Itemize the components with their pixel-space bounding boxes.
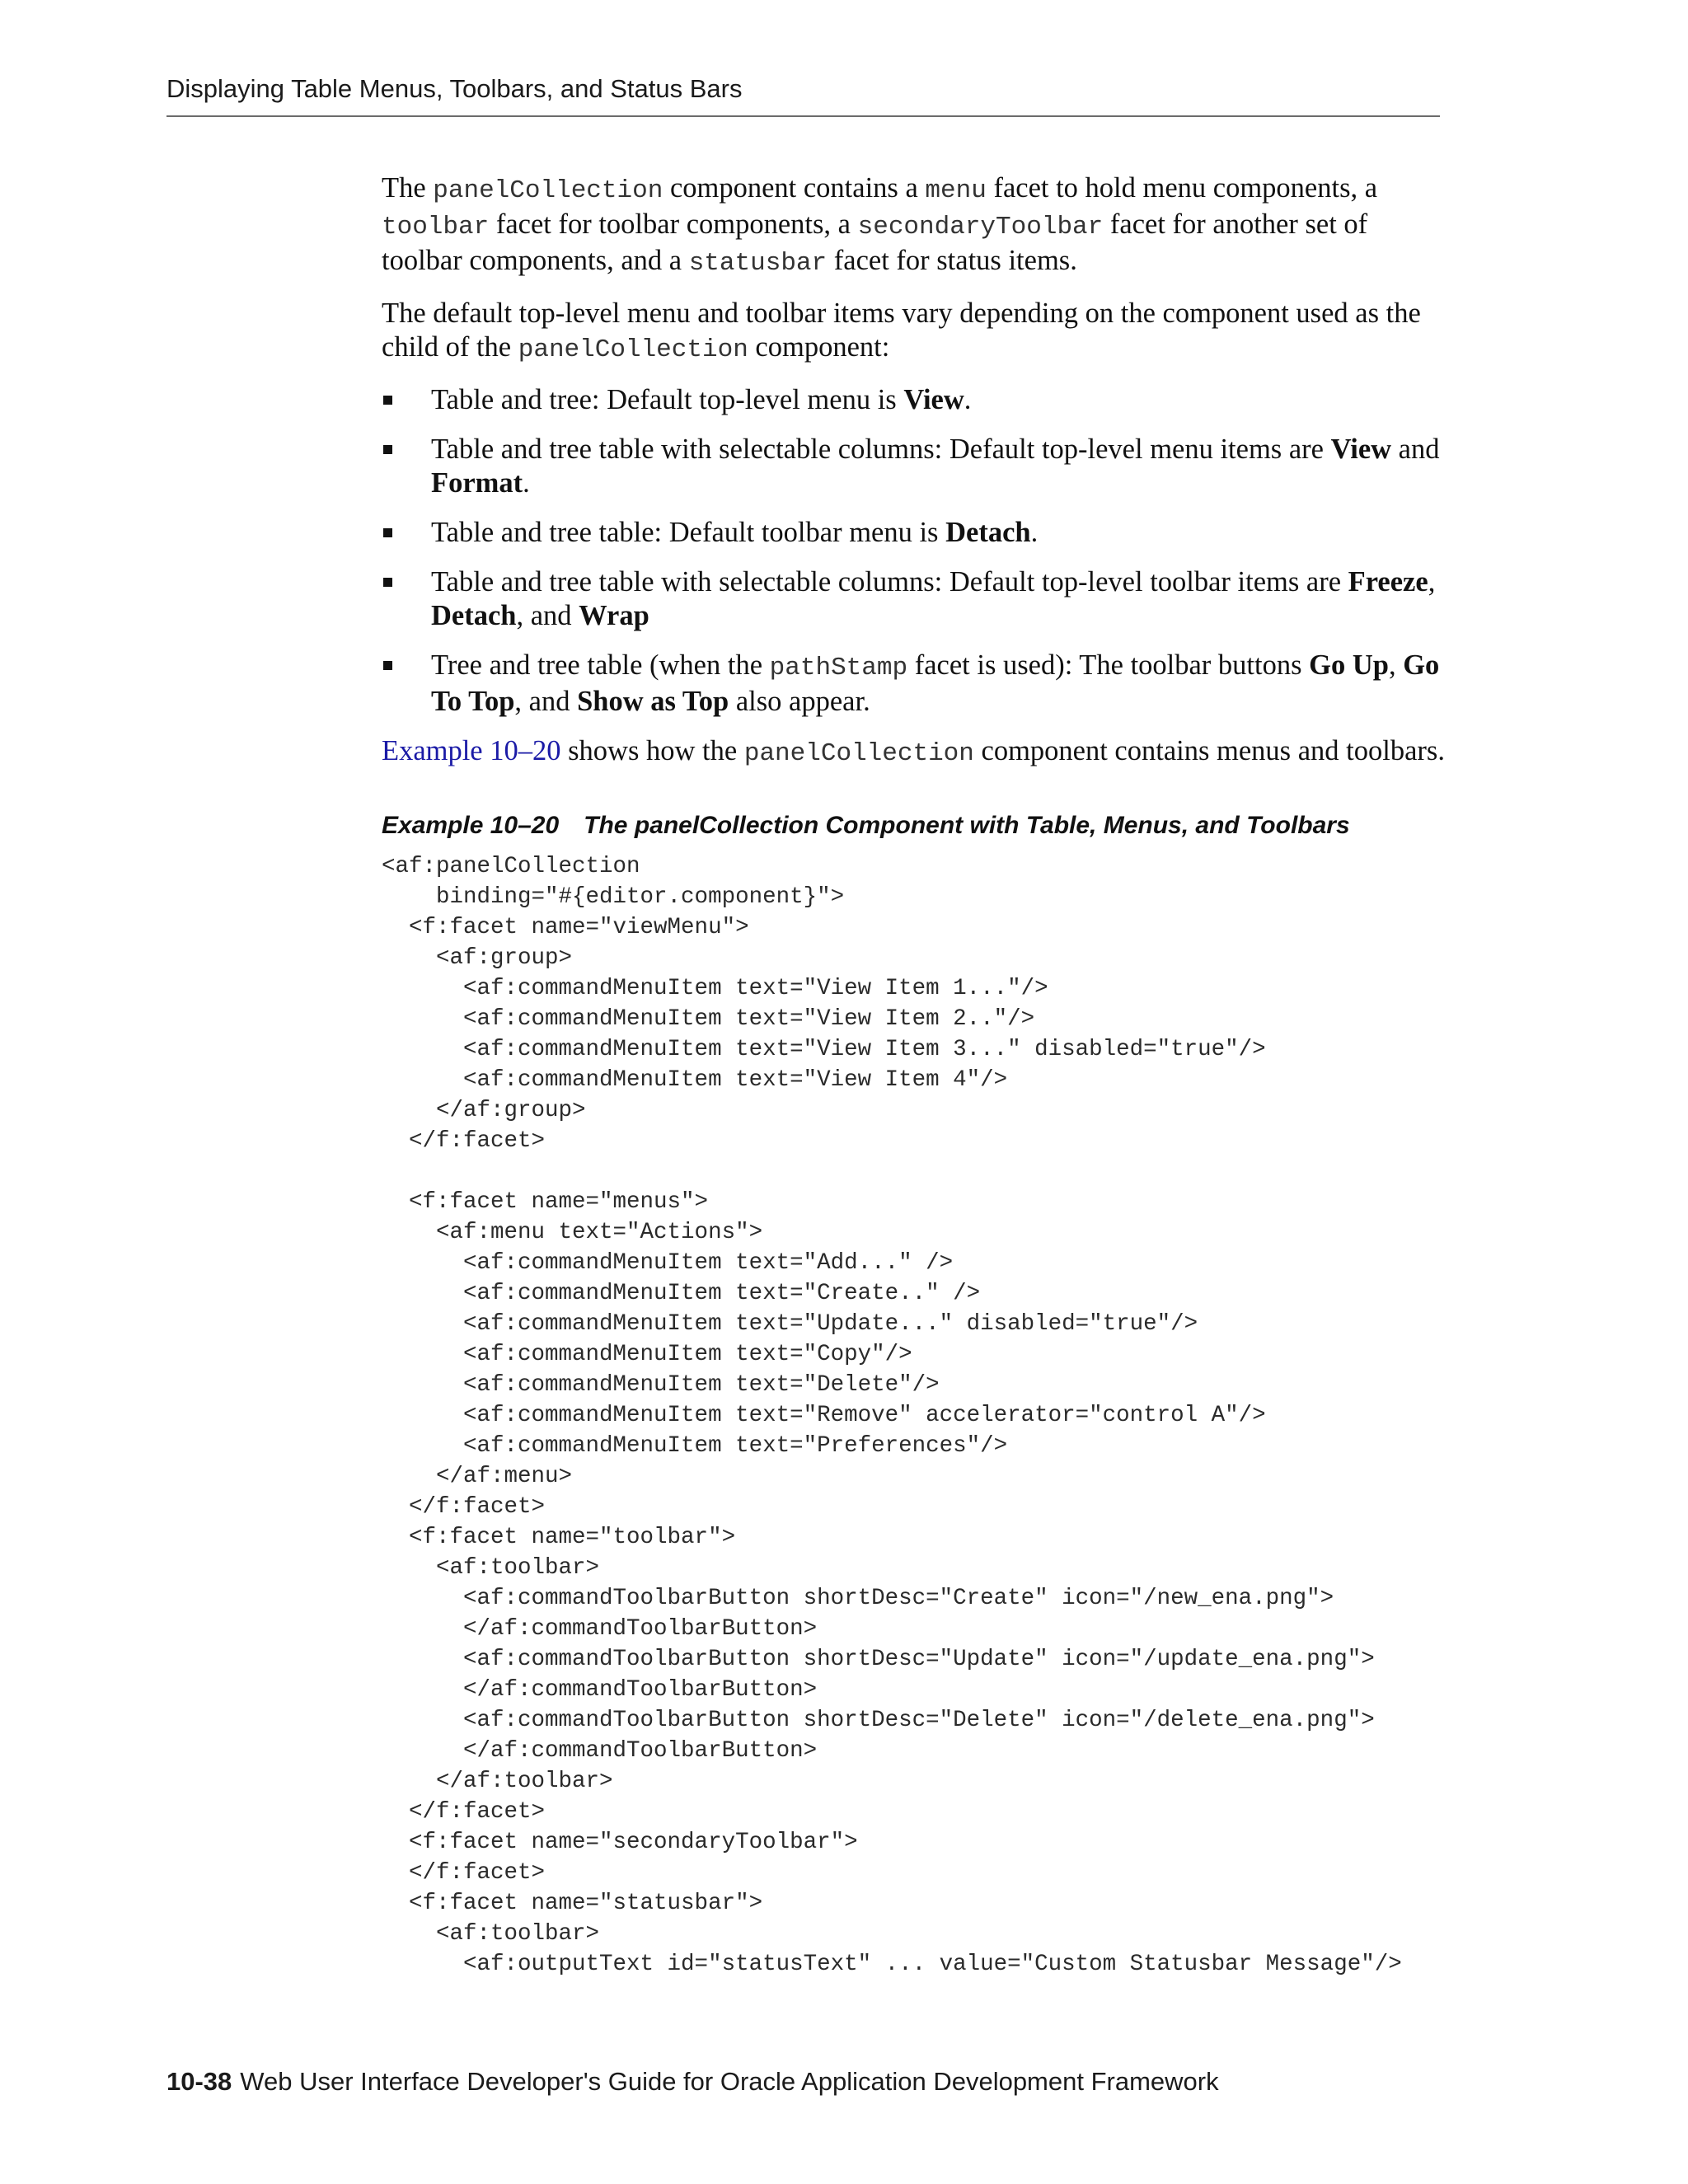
bold-term: View [903, 384, 964, 415]
example-title: The panelCollection Component with Table, Menus, and Toolbars [584, 812, 1350, 839]
bullet-square-icon [383, 528, 392, 537]
header-rule [166, 115, 1440, 117]
text: The default top-level menu and toolbar items vary depending on the component used as the child of the [382, 298, 1421, 363]
text: facet for toolbar components, a [489, 209, 858, 240]
text: component: [748, 331, 890, 363]
text: Table and tree: Default top-level menu is [431, 384, 904, 415]
text: The [382, 172, 434, 204]
bold-term: Go Up [1309, 649, 1389, 681]
code-line: <af:commandMenuItem text="Delete"/> [382, 1372, 940, 1398]
code-line: <f:facet name="secondaryToolbar"> [382, 1830, 858, 1855]
code-line: <af:commandMenuItem text="Update..." disabled="true"/> [382, 1311, 1198, 1337]
code-line: <af:outputText id="statusText" ... value="Custom Statusbar Message"/> [382, 1952, 1402, 1977]
code-line: <af:commandMenuItem text="Remove" accelerator="control A"/> [382, 1403, 1266, 1428]
list-item [382, 649, 1445, 719]
text: , and [516, 600, 579, 631]
text: facet to hold menu components, a [986, 172, 1378, 204]
code-line: <f:facet name="viewMenu"> [382, 915, 749, 940]
defaults-paragraph [382, 297, 1445, 367]
code-term: panelCollection [518, 335, 748, 364]
text: . [964, 384, 972, 415]
running-header: Displaying Table Menus, Toolbars, and Status Bars [166, 74, 743, 103]
code-line: </f:facet> [382, 1799, 546, 1825]
text: facet is used): The toolbar buttons [907, 649, 1310, 681]
text: , and [514, 686, 578, 717]
code-line: </f:facet> [382, 1494, 546, 1520]
defaults-list [382, 383, 1445, 719]
intro-paragraph [382, 171, 1445, 280]
text: . [523, 467, 530, 499]
bold-term: Freeze [1348, 566, 1428, 598]
list-item [382, 433, 1445, 500]
code-line: </af:group> [382, 1098, 586, 1123]
code-term: panelCollection [433, 176, 663, 205]
code-line: <af:menu text="Actions"> [382, 1220, 763, 1245]
page-number: 10-38 [166, 2067, 232, 2096]
text: Table and tree table with selectable columns: Default top-level toolbar items are [431, 566, 1348, 598]
bullet-square-icon [383, 445, 392, 454]
text: , [1388, 649, 1404, 681]
code-term: panelCollection [743, 739, 974, 768]
code-line: <af:commandMenuItem text="Add..." /> [382, 1250, 954, 1276]
code-line: </af:toolbar> [382, 1769, 613, 1794]
text: , [1428, 566, 1436, 598]
bullet-square-icon [383, 396, 392, 405]
page-footer [166, 2067, 1219, 2097]
code-line: <f:facet name="toolbar"> [382, 1525, 736, 1550]
bold-term: View [1330, 434, 1392, 465]
example-link[interactable]: Example 10–20 [382, 735, 561, 766]
code-line: <af:commandMenuItem text="Create.." /> [382, 1281, 981, 1306]
bullet-square-icon [383, 661, 392, 670]
code-line [382, 1156, 1445, 1187]
bold-term: Show as Top [577, 686, 729, 717]
code-line: <af:commandMenuItem text="View Item 2.."/> [382, 1006, 1035, 1032]
text: Tree and tree table (when the [431, 649, 770, 681]
code-line: <af:commandToolbarButton shortDesc="Delete" icon="/delete_ena.png"> [382, 1708, 1375, 1733]
text: component contains a [663, 172, 926, 204]
list-item [382, 516, 1445, 550]
code-term: pathStamp [769, 654, 908, 682]
text: . [1030, 517, 1039, 548]
code-line: <af:commandMenuItem text="Preferences"/> [382, 1433, 1008, 1459]
code-term: secondaryToolbar [857, 213, 1104, 241]
code-line: <af:commandMenuItem text="View Item 3..." disabled="true"/> [382, 1037, 1266, 1062]
code-line: <af:group> [382, 945, 573, 971]
code-line: </f:facet> [382, 1128, 546, 1154]
code-line: <f:facet name="statusbar"> [382, 1891, 763, 1916]
text: also appear. [729, 686, 870, 717]
bold-term: Format [431, 467, 523, 499]
code-line: <af:toolbar> [382, 1921, 600, 1947]
code-line: binding="#{editor.component}"> [382, 884, 845, 910]
code-line: <af:toolbar> [382, 1555, 600, 1581]
example-caption [382, 812, 1445, 840]
code-term: toolbar [382, 213, 490, 241]
code-line: </af:commandToolbarButton> [382, 1677, 818, 1703]
code-line: </af:commandToolbarButton> [382, 1738, 818, 1764]
text: Table and tree table with selectable columns: Default top-level menu items are [431, 434, 1331, 465]
text: facet for another set of toolbar components, and a [382, 209, 1368, 276]
bold-term: Detach [431, 600, 517, 631]
list-item [382, 383, 1445, 417]
bold-term: Go To Top [431, 649, 1440, 717]
text: shows how the [560, 735, 744, 766]
main-content [382, 171, 1445, 1980]
example-reference-paragraph [382, 734, 1445, 771]
bold-term: Detach [945, 517, 1031, 548]
code-line: <f:facet name="menus"> [382, 1189, 709, 1215]
text: component contains menus and toolbars. [973, 735, 1445, 766]
text: Table and tree table: Default toolbar menu is [431, 517, 946, 548]
code-line: <af:commandToolbarButton shortDesc="Update" icon="/update_ena.png"> [382, 1647, 1375, 1672]
list-item [382, 565, 1445, 633]
book-title: Web User Interface Developer's Guide for Oracle Application Development Framework [240, 2067, 1219, 2096]
code-line: <af:commandMenuItem text="View Item 4"/> [382, 1067, 1008, 1093]
code-line: </f:facet> [382, 1860, 546, 1886]
code-line: <af:panelCollection [382, 854, 640, 879]
text: and [1391, 434, 1440, 465]
text: facet for status items. [827, 245, 1077, 276]
code-line: </af:commandToolbarButton> [382, 1616, 818, 1642]
example-label: Example 10–20 [382, 812, 560, 839]
bullet-square-icon [383, 578, 392, 587]
code-line: <af:commandToolbarButton shortDesc="Create" icon="/new_ena.png"> [382, 1586, 1334, 1611]
code-line: <af:commandMenuItem text="Copy"/> [382, 1342, 912, 1367]
code-term: menu [925, 176, 987, 205]
bold-term: Wrap [579, 600, 649, 631]
code-term: statusbar [688, 249, 828, 278]
code-line: </af:menu> [382, 1464, 573, 1489]
code-line: <af:commandMenuItem text="View Item 1..."/> [382, 976, 1048, 1001]
code-listing [382, 851, 1445, 1980]
